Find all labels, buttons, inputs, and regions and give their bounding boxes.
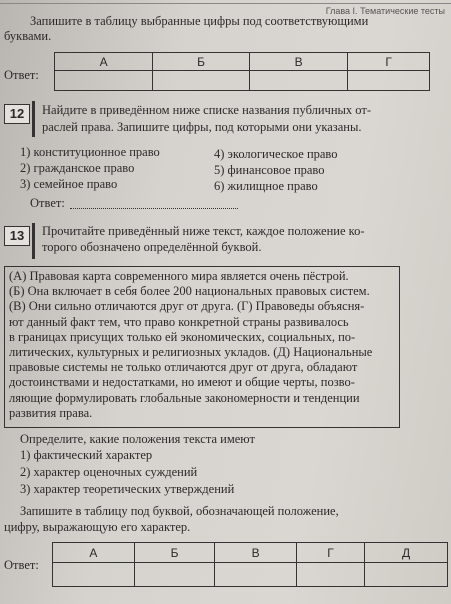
q13-text-line-10: развития права. [9,405,93,420]
header-rule [0,3,451,4]
table1-header-v: В [249,53,347,71]
table2-header-d: Д [365,543,448,563]
q12-option-4: 4) экологическое право [214,147,338,161]
table2-cell-b[interactable] [134,563,215,587]
q13-text-box [4,266,400,428]
table1-header-b: Б [153,53,250,71]
q13-type-3: 3) характер теоретических утверждений [20,482,235,496]
q13-text-line-7: правовые системы не только отличаются друг от друга, обладают [9,360,358,375]
q13-text-line-1: (А) Правовая карта современного мира является очень пёстрой. [9,269,349,283]
table2-cell-d[interactable] [365,563,448,587]
q11-instruction-line-1: Запишите в таблицу выбранные цифры под соответствующими [30,14,369,28]
q13-text-line-8: достоинствами и недостатками, но имеют и общие черты, позво- [9,375,355,390]
q13-text-line-6: литических, культурных и религиозных укладов. (Д) Национальные [9,345,373,360]
table2-header-a: А [53,543,135,563]
answer-line-12[interactable] [70,207,238,209]
q13-prompt-line-2: торого обозначено определённой буквой. [42,240,262,254]
q13-type-1: 1) фактический характер [20,448,153,462]
q13-text-line-3: (В) Они сильно отличаются друг от друга. (Г) Правоведы объясня- [9,299,365,314]
table1-cell-b[interactable] [153,71,250,91]
q12-option-6: 6) жилищное право [214,179,318,193]
table2-header-b: Б [134,543,215,563]
q12-option-3: 3) семейное право [20,177,118,191]
q13-text-line-5: в границах присущих только ей экономических, социальных, по- [9,329,356,344]
answer-label-1: Ответ: [4,68,39,82]
q12-prompt-line-1: Найдите в приведённом ниже списке названия публичных от- [42,103,372,117]
q13-prompt-line-1: Прочитайте приведённый ниже текст, каждое положение ко- [42,224,365,238]
table1-cell-g[interactable] [348,71,430,91]
q12-option-5: 5) финансовое право [214,163,325,177]
answer-table-1 [54,52,430,91]
table2-header-g: Г [297,543,365,563]
q12-option-1: 1) конституционное право [20,145,160,159]
table2-cell-v[interactable] [215,563,297,587]
table1-cell-v[interactable] [249,71,347,91]
q13-instruction-line-2: цифру, выражающую его характер. [4,520,191,534]
question-number-12: 12 [4,104,30,124]
table1-header-g: Г [348,53,430,71]
q13-text-line-9: ляющие формулировать глобальные закономерности и тенденции [9,390,360,405]
table2-cell-g[interactable] [297,563,365,587]
q13-determine: Определите, какие положения текста имеют [20,432,255,446]
q13-instruction-line-1: Запишите в таблицу под буквой, обозначающей положение, [20,504,339,518]
table1-cell-a[interactable] [55,71,153,91]
question-bar-12 [32,101,35,137]
q13-type-2: 2) характер оценочных суждений [20,465,198,479]
answer-label-2: Ответ: [30,196,65,210]
q13-text-line-4: ют данный факт тем, что право конкретной страны развивалось [9,314,349,329]
q13-text [5,267,399,423]
question-number-13: 13 [4,226,30,246]
question-bar-13 [32,223,35,259]
q12-prompt-line-2: раслей права. Запишите цифры, под которыми они указаны. [42,120,362,134]
answer-table-2 [52,542,448,587]
answer-label-3: Ответ: [4,558,39,572]
running-head: Глава I. Тематические тесты [325,6,445,16]
table2-cell-a[interactable] [53,563,135,587]
q11-instruction-line-2: буквами. [4,29,52,43]
q13-text-line-2: (Б) Она включает в себя более 200 национальных правовых систем. [9,284,370,299]
q12-option-2: 2) гражданское право [20,161,135,175]
table1-header-a: А [55,53,153,71]
table2-header-v: В [215,543,297,563]
